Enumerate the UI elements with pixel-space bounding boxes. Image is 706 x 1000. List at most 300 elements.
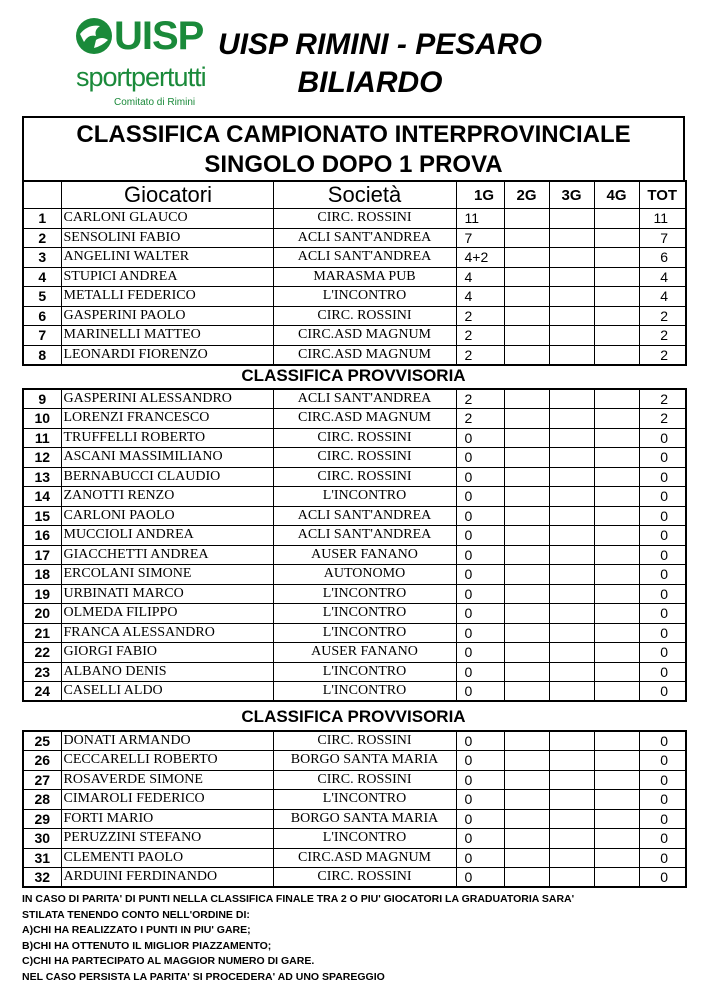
col-3g: 3G	[549, 181, 594, 209]
score-3g-cell	[549, 848, 594, 868]
society-cell: CIRC.ASD MAGNUM	[273, 345, 456, 365]
society-cell: L'INCONTRO	[273, 623, 456, 643]
score-4g-cell	[594, 526, 639, 546]
society-cell: ACLI SANT'ANDREA	[273, 526, 456, 546]
score-3g-cell	[549, 790, 594, 810]
player-name-cell: STUPICI ANDREA	[61, 267, 273, 287]
rank-cell: 14	[23, 487, 61, 507]
player-name-cell: URBINATI MARCO	[61, 584, 273, 604]
score-1g-cell: 0	[456, 790, 504, 810]
table-row	[23, 790, 686, 810]
score-2g-cell	[504, 389, 549, 409]
ranking-title-line1: CLASSIFICA CAMPIONATO INTERPROVINCIALE	[76, 121, 631, 148]
rank-cell: 9	[23, 389, 61, 409]
score-4g-cell	[594, 389, 639, 409]
player-name-cell: PERUZZINI STEFANO	[61, 829, 273, 849]
score-4g-cell	[594, 209, 639, 229]
score-4g-cell	[594, 326, 639, 346]
score-4g-cell	[594, 545, 639, 565]
rank-cell: 20	[23, 604, 61, 624]
score-1g-cell: 0	[456, 584, 504, 604]
table-row	[23, 662, 686, 682]
rank-cell: 21	[23, 623, 61, 643]
score-4g-cell	[594, 643, 639, 663]
total-cell: 0	[639, 545, 686, 565]
rank-cell: 17	[23, 545, 61, 565]
score-1g-cell: 0	[456, 751, 504, 771]
score-3g-cell	[549, 228, 594, 248]
table-row	[23, 448, 686, 468]
player-name-cell: CECCARELLI ROBERTO	[61, 751, 273, 771]
col-society: Società	[273, 181, 456, 209]
score-4g-cell	[594, 584, 639, 604]
score-4g-cell	[594, 829, 639, 849]
rank-cell: 27	[23, 770, 61, 790]
score-2g-cell	[504, 467, 549, 487]
ranking-table-group2	[22, 388, 687, 702]
total-cell: 0	[639, 790, 686, 810]
tiebreak-notes	[22, 892, 692, 985]
score-3g-cell	[549, 604, 594, 624]
score-4g-cell	[594, 467, 639, 487]
society-cell: AUTONOMO	[273, 565, 456, 585]
score-2g-cell	[504, 409, 549, 429]
score-1g-cell: 7	[456, 228, 504, 248]
score-1g-cell: 0	[456, 526, 504, 546]
society-cell: CIRC. ROSSINI	[273, 428, 456, 448]
society-cell: L'INCONTRO	[273, 584, 456, 604]
player-name-cell: LEONARDI FIORENZO	[61, 345, 273, 365]
rank-cell: 7	[23, 326, 61, 346]
total-cell: 2	[639, 389, 686, 409]
player-name-cell: GASPERINI ALESSANDRO	[61, 389, 273, 409]
table-row	[23, 248, 686, 268]
score-2g-cell	[504, 326, 549, 346]
player-name-cell: OLMEDA FILIPPO	[61, 604, 273, 624]
rank-cell: 30	[23, 829, 61, 849]
ranking-title-line2: SINGOLO DOPO 1 PROVA	[204, 151, 503, 178]
table-row	[23, 731, 686, 751]
society-cell: CIRC.ASD MAGNUM	[273, 848, 456, 868]
score-2g-cell	[504, 526, 549, 546]
score-3g-cell	[549, 267, 594, 287]
score-3g-cell	[549, 306, 594, 326]
society-cell: L'INCONTRO	[273, 829, 456, 849]
score-3g-cell	[549, 770, 594, 790]
note-line: NEL CASO PERSISTA LA PARITA' SI PROCEDERA' AD UNO SPAREGGIO	[22, 970, 385, 983]
society-cell: L'INCONTRO	[273, 604, 456, 624]
score-1g-cell: 2	[456, 326, 504, 346]
score-2g-cell	[504, 790, 549, 810]
total-cell: 4	[639, 287, 686, 307]
player-name-cell: FORTI MARIO	[61, 809, 273, 829]
col-tot: TOT	[639, 181, 686, 209]
score-1g-cell: 0	[456, 623, 504, 643]
score-1g-cell: 0	[456, 848, 504, 868]
table-row	[23, 848, 686, 868]
group3-body	[23, 731, 686, 887]
score-4g-cell	[594, 662, 639, 682]
score-1g-cell: 0	[456, 545, 504, 565]
total-cell: 6	[639, 248, 686, 268]
ranking-table-group3	[22, 730, 687, 888]
total-cell: 0	[639, 643, 686, 663]
society-cell: CIRC.ASD MAGNUM	[273, 409, 456, 429]
score-3g-cell	[549, 389, 594, 409]
total-cell: 0	[639, 682, 686, 702]
society-cell: L'INCONTRO	[273, 662, 456, 682]
score-2g-cell	[504, 248, 549, 268]
player-name-cell: MARINELLI MATTEO	[61, 326, 273, 346]
score-2g-cell	[504, 228, 549, 248]
society-cell: MARASMA PUB	[273, 267, 456, 287]
society-cell: CIRC. ROSSINI	[273, 868, 456, 888]
total-cell: 0	[639, 751, 686, 771]
score-2g-cell	[504, 623, 549, 643]
score-1g-cell: 4+2	[456, 248, 504, 268]
note-line: STILATA TENENDO CONTO NELL'ORDINE DI:	[22, 908, 250, 921]
score-2g-cell	[504, 770, 549, 790]
note-line: B)CHI HA OTTENUTO IL MIGLIOR PIAZZAMENTO;	[22, 939, 272, 952]
score-4g-cell	[594, 868, 639, 888]
score-2g-cell	[504, 682, 549, 702]
score-1g-cell: 0	[456, 770, 504, 790]
player-name-cell: SENSOLINI FABIO	[61, 228, 273, 248]
total-cell: 0	[639, 467, 686, 487]
player-name-cell: CIMAROLI FEDERICO	[61, 790, 273, 810]
score-4g-cell	[594, 565, 639, 585]
society-cell: ACLI SANT'ANDREA	[273, 389, 456, 409]
table-row	[23, 809, 686, 829]
col-players: Giocatori	[61, 181, 273, 209]
player-name-cell: FRANCA ALESSANDRO	[61, 623, 273, 643]
score-3g-cell	[549, 487, 594, 507]
score-4g-cell	[594, 345, 639, 365]
score-4g-cell	[594, 228, 639, 248]
total-cell: 0	[639, 868, 686, 888]
score-3g-cell	[549, 565, 594, 585]
total-cell: 0	[639, 731, 686, 751]
rank-cell: 4	[23, 267, 61, 287]
society-cell: AUSER FANANO	[273, 545, 456, 565]
total-cell: 0	[639, 604, 686, 624]
rank-cell: 25	[23, 731, 61, 751]
score-4g-cell	[594, 487, 639, 507]
table-row	[23, 209, 686, 229]
player-name-cell: BERNABUCCI CLAUDIO	[61, 467, 273, 487]
score-1g-cell: 4	[456, 267, 504, 287]
player-name-cell: CARLONI PAOLO	[61, 506, 273, 526]
rank-cell: 6	[23, 306, 61, 326]
total-cell: 2	[639, 326, 686, 346]
table-row	[23, 345, 686, 365]
total-cell: 11	[639, 209, 686, 229]
score-3g-cell	[549, 731, 594, 751]
total-cell: 0	[639, 448, 686, 468]
score-3g-cell	[549, 623, 594, 643]
score-3g-cell	[549, 643, 594, 663]
table-row	[23, 868, 686, 888]
rank-cell: 19	[23, 584, 61, 604]
table-row	[23, 506, 686, 526]
logo-committee: Comitato di Rimini	[114, 97, 196, 108]
score-4g-cell	[594, 448, 639, 468]
col-4g: 4G	[594, 181, 639, 209]
score-4g-cell	[594, 770, 639, 790]
society-cell: CIRC. ROSSINI	[273, 448, 456, 468]
player-name-cell: ZANOTTI RENZO	[61, 487, 273, 507]
score-1g-cell: 0	[456, 506, 504, 526]
player-name-cell: ARDUINI FERDINANDO	[61, 868, 273, 888]
score-3g-cell	[549, 287, 594, 307]
score-2g-cell	[504, 751, 549, 771]
rank-cell: 8	[23, 345, 61, 365]
table-row	[23, 545, 686, 565]
score-1g-cell: 0	[456, 682, 504, 702]
total-cell: 7	[639, 228, 686, 248]
society-cell: L'INCONTRO	[273, 287, 456, 307]
score-4g-cell	[594, 506, 639, 526]
table-row	[23, 389, 686, 409]
rank-cell: 29	[23, 809, 61, 829]
rank-cell: 2	[23, 228, 61, 248]
score-1g-cell: 2	[456, 389, 504, 409]
score-1g-cell: 0	[456, 731, 504, 751]
score-4g-cell	[594, 409, 639, 429]
note-line: IN CASO DI PARITA' DI PUNTI NELLA CLASSIFICA FINALE TRA 2 O PIU' GIOCATORI LA GRADUATORIA SARA'	[22, 893, 575, 905]
score-3g-cell	[549, 829, 594, 849]
score-2g-cell	[504, 506, 549, 526]
score-1g-cell: 0	[456, 662, 504, 682]
player-name-cell: TRUFFELLI ROBERTO	[61, 428, 273, 448]
header-title-line1: UISP RIMINI - PESARO	[218, 28, 542, 61]
total-cell: 0	[639, 848, 686, 868]
total-cell: 0	[639, 506, 686, 526]
logo-brand: UISP	[114, 14, 204, 58]
total-cell: 4	[639, 267, 686, 287]
society-cell: AUSER FANANO	[273, 643, 456, 663]
player-name-cell: ANGELINI WALTER	[61, 248, 273, 268]
score-4g-cell	[594, 287, 639, 307]
score-4g-cell	[594, 306, 639, 326]
rank-cell: 10	[23, 409, 61, 429]
score-3g-cell	[549, 248, 594, 268]
group1-body	[23, 209, 686, 365]
score-3g-cell	[549, 584, 594, 604]
society-cell: BORGO SANTA MARIA	[273, 751, 456, 771]
table-row	[23, 770, 686, 790]
score-2g-cell	[504, 809, 549, 829]
score-1g-cell: 11	[456, 209, 504, 229]
score-3g-cell	[549, 345, 594, 365]
section-label-provisional: CLASSIFICA PROVVISORIA	[241, 366, 466, 385]
table-row	[23, 267, 686, 287]
score-4g-cell	[594, 809, 639, 829]
score-2g-cell	[504, 565, 549, 585]
score-1g-cell: 0	[456, 829, 504, 849]
section-label-provisional-2: CLASSIFICA PROVVISORIA	[241, 707, 466, 726]
score-3g-cell	[549, 809, 594, 829]
score-4g-cell	[594, 267, 639, 287]
note-line: A)CHI HA REALIZZATO I PUNTI IN PIU' GARE;	[22, 924, 251, 936]
society-cell: L'INCONTRO	[273, 790, 456, 810]
society-cell: ACLI SANT'ANDREA	[273, 506, 456, 526]
society-cell: CIRC. ROSSINI	[273, 770, 456, 790]
player-name-cell: ALBANO DENIS	[61, 662, 273, 682]
rank-cell: 16	[23, 526, 61, 546]
society-cell: CIRC. ROSSINI	[273, 306, 456, 326]
score-3g-cell	[549, 662, 594, 682]
player-name-cell: LORENZI FRANCESCO	[61, 409, 273, 429]
score-3g-cell	[549, 868, 594, 888]
table-row	[23, 287, 686, 307]
society-cell: BORGO SANTA MARIA	[273, 809, 456, 829]
rank-cell: 23	[23, 662, 61, 682]
society-cell: ACLI SANT'ANDREA	[273, 228, 456, 248]
total-cell: 2	[639, 345, 686, 365]
total-cell: 0	[639, 487, 686, 507]
score-1g-cell: 4	[456, 287, 504, 307]
table-row	[23, 584, 686, 604]
col-2g: 2G	[504, 181, 549, 209]
score-2g-cell	[504, 487, 549, 507]
player-name-cell: DONATI ARMANDO	[61, 731, 273, 751]
score-1g-cell: 0	[456, 868, 504, 888]
score-4g-cell	[594, 790, 639, 810]
rank-cell: 3	[23, 248, 61, 268]
total-cell: 0	[639, 565, 686, 585]
ranking-title	[22, 116, 685, 180]
score-3g-cell	[549, 682, 594, 702]
player-name-cell: GIACCHETTI ANDREA	[61, 545, 273, 565]
table-row	[23, 751, 686, 771]
score-2g-cell	[504, 428, 549, 448]
rank-cell: 12	[23, 448, 61, 468]
society-cell: ACLI SANT'ANDREA	[273, 248, 456, 268]
score-3g-cell	[549, 526, 594, 546]
total-cell: 0	[639, 770, 686, 790]
rank-cell: 1	[23, 209, 61, 229]
society-cell: CIRC.ASD MAGNUM	[273, 326, 456, 346]
rank-cell: 15	[23, 506, 61, 526]
score-2g-cell	[504, 287, 549, 307]
score-2g-cell	[504, 448, 549, 468]
total-cell: 2	[639, 306, 686, 326]
table-row	[23, 228, 686, 248]
score-3g-cell	[549, 409, 594, 429]
table-row	[23, 428, 686, 448]
score-1g-cell: 0	[456, 467, 504, 487]
score-3g-cell	[549, 545, 594, 565]
runner-globe-icon	[74, 16, 114, 56]
table-row	[23, 829, 686, 849]
player-name-cell: ASCANI MASSIMILIANO	[61, 448, 273, 468]
col-1g: 1G	[456, 181, 504, 209]
society-cell: L'INCONTRO	[273, 487, 456, 507]
rank-cell: 28	[23, 790, 61, 810]
table-row	[23, 526, 686, 546]
table-row	[23, 643, 686, 663]
total-cell: 0	[639, 623, 686, 643]
score-1g-cell: 0	[456, 809, 504, 829]
score-2g-cell	[504, 267, 549, 287]
header-title-line2: BILIARDO	[297, 66, 443, 99]
logo-tagline: sportpertutti	[76, 62, 206, 92]
score-2g-cell	[504, 306, 549, 326]
table-row	[23, 565, 686, 585]
table-row	[23, 306, 686, 326]
score-1g-cell: 0	[456, 487, 504, 507]
score-2g-cell	[504, 545, 549, 565]
table-row	[23, 682, 686, 702]
total-cell: 0	[639, 526, 686, 546]
society-cell: L'INCONTRO	[273, 682, 456, 702]
table-row	[23, 409, 686, 429]
score-4g-cell	[594, 248, 639, 268]
score-2g-cell	[504, 209, 549, 229]
score-3g-cell	[549, 326, 594, 346]
table-row	[23, 326, 686, 346]
society-cell: CIRC. ROSSINI	[273, 731, 456, 751]
score-1g-cell: 0	[456, 565, 504, 585]
score-3g-cell	[549, 467, 594, 487]
score-1g-cell: 0	[456, 448, 504, 468]
total-cell: 0	[639, 829, 686, 849]
table-header-row	[23, 181, 686, 209]
society-cell: CIRC. ROSSINI	[273, 209, 456, 229]
player-name-cell: ERCOLANI SIMONE	[61, 565, 273, 585]
player-name-cell: CLEMENTI PAOLO	[61, 848, 273, 868]
rank-cell: 13	[23, 467, 61, 487]
score-4g-cell	[594, 682, 639, 702]
score-1g-cell: 0	[456, 428, 504, 448]
score-4g-cell	[594, 751, 639, 771]
score-2g-cell	[504, 829, 549, 849]
table-row	[23, 623, 686, 643]
rank-cell: 24	[23, 682, 61, 702]
rank-cell: 11	[23, 428, 61, 448]
score-4g-cell	[594, 731, 639, 751]
total-cell: 2	[639, 409, 686, 429]
score-2g-cell	[504, 662, 549, 682]
score-2g-cell	[504, 731, 549, 751]
score-3g-cell	[549, 506, 594, 526]
score-3g-cell	[549, 751, 594, 771]
player-name-cell: CARLONI GLAUCO	[61, 209, 273, 229]
score-2g-cell	[504, 848, 549, 868]
score-1g-cell: 0	[456, 604, 504, 624]
score-3g-cell	[549, 209, 594, 229]
table-row	[23, 467, 686, 487]
score-2g-cell	[504, 643, 549, 663]
score-2g-cell	[504, 868, 549, 888]
society-cell: CIRC. ROSSINI	[273, 467, 456, 487]
rank-cell: 5	[23, 287, 61, 307]
score-4g-cell	[594, 848, 639, 868]
rank-cell: 22	[23, 643, 61, 663]
score-4g-cell	[594, 623, 639, 643]
col-rank	[23, 181, 61, 209]
player-name-cell: METALLI FEDERICO	[61, 287, 273, 307]
ranking-table-group1	[22, 180, 687, 366]
table-row	[23, 604, 686, 624]
player-name-cell: GASPERINI PAOLO	[61, 306, 273, 326]
player-name-cell: CASELLI ALDO	[61, 682, 273, 702]
total-cell: 0	[639, 809, 686, 829]
total-cell: 0	[639, 584, 686, 604]
score-1g-cell: 2	[456, 409, 504, 429]
player-name-cell: MUCCIOLI ANDREA	[61, 526, 273, 546]
